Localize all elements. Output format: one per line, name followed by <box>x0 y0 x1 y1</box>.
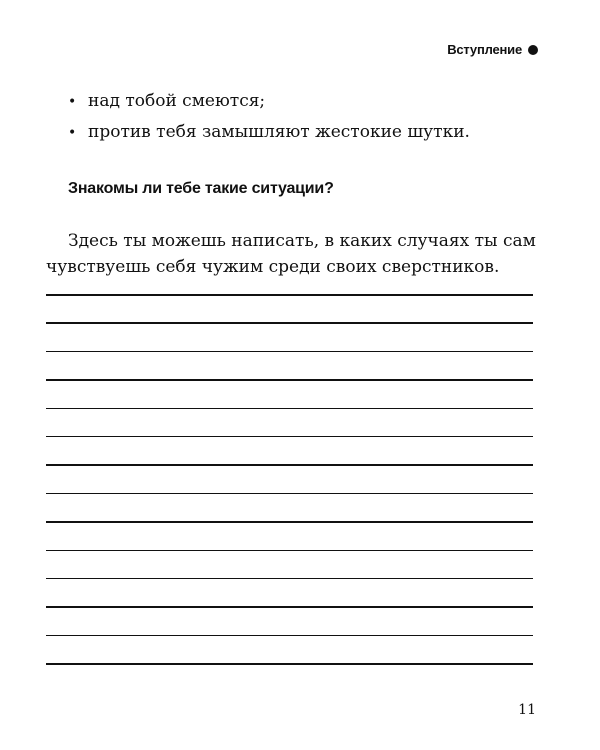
section-heading: Знакомы ли тебе такие ситуации? <box>68 180 334 197</box>
writing-line <box>46 294 533 296</box>
page-number: 11 <box>518 702 536 718</box>
writing-line <box>46 606 533 608</box>
writing-line <box>46 550 533 552</box>
writing-prompt: Здесь ты можешь написать, в каких случаях ты сам чувствуешь себя чужим среди своих сверстников. <box>46 231 536 277</box>
writing-line <box>46 521 533 523</box>
bullet-dot-icon <box>528 45 538 55</box>
writing-line <box>46 635 533 637</box>
writing-line <box>46 322 533 324</box>
writing-line <box>46 379 533 381</box>
list-item-text: над тобой смеются; <box>88 91 266 111</box>
writing-line <box>46 663 533 665</box>
writing-line <box>46 578 533 580</box>
list-item-text: против тебя замышляют жестокие шутки. <box>88 122 470 142</box>
writing-line <box>46 464 533 466</box>
bullet-list <box>68 86 470 148</box>
section-title: Вступление <box>447 42 522 57</box>
list-item <box>68 117 470 148</box>
writing-line <box>46 436 533 438</box>
bullet-marker: • <box>68 94 77 110</box>
list-item <box>68 86 470 117</box>
running-head <box>447 42 538 57</box>
writing-line <box>46 493 533 495</box>
writing-lines-area[interactable] <box>46 294 533 691</box>
writing-line <box>46 351 533 353</box>
bullet-marker: • <box>68 125 77 141</box>
writing-line <box>46 408 533 410</box>
